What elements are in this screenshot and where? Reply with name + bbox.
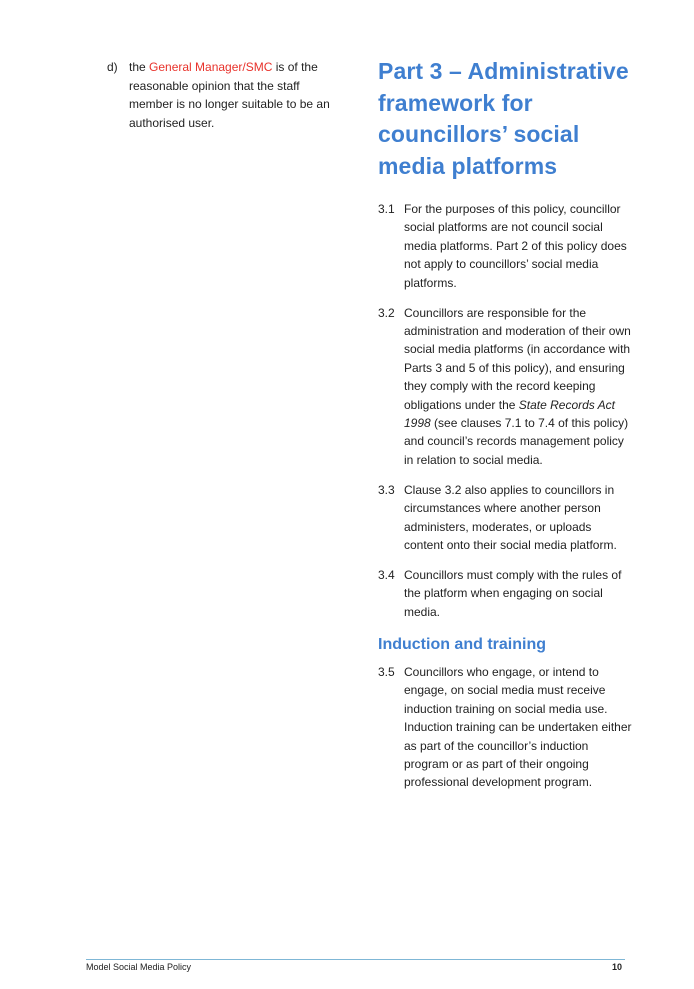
clause-3-4 <box>378 566 633 621</box>
clause-number: 3.1 <box>378 202 395 216</box>
clause-text: For the purposes of this policy, councillor social platforms are not council social media platforms. Part 2 of this policy does not apply to councillors’ social media platforms. <box>404 202 627 290</box>
clause-3-1 <box>378 200 633 292</box>
clause-number: 3.5 <box>378 665 395 680</box>
clause-3-2 <box>378 304 633 470</box>
clause-3-5 <box>378 663 633 792</box>
left-column <box>107 58 342 132</box>
part-heading: Part 3 – Administrative framework for councillors’ social media platforms <box>378 58 629 179</box>
text-fragment: the <box>129 60 150 74</box>
act-title: State Records Act 1998 <box>404 397 616 430</box>
footer-divider <box>86 959 625 960</box>
clause-number: 3.4 <box>378 567 395 582</box>
list-item-d <box>107 58 342 132</box>
right-column <box>378 56 633 803</box>
clause-number: 3.3 <box>378 482 395 497</box>
induction-heading: Induction and training <box>378 636 546 654</box>
clause-text: Councillors who engage, or intend to engage, on social media must receive induction training on social media use. Induction training can be undertaken either as part of the councillor’s induction program or as part of their ongoing professional development program. <box>404 665 632 790</box>
clause-number: 3.2 <box>378 305 395 320</box>
page-number: 10 <box>612 962 623 972</box>
list-item-text <box>129 58 342 132</box>
clause-text <box>404 304 633 470</box>
text-fragment: Councillors are responsible for the administration and moderation of their own social media platforms (in accordance with Parts 3 and 5 of this policy), and ensuring they comply with the record keeping obligations under the <box>404 305 631 412</box>
text-fragment: (see clauses 7.1 to 7.4 of this policy) and council’s records management policy in relation to social media. <box>404 415 629 467</box>
footer-title: Model Social Media Policy <box>86 962 192 972</box>
clause-3-3 <box>378 481 633 555</box>
list-marker: d) <box>107 60 118 74</box>
text-fragment: is of the reasonable opinion that the staff member is no longer suitable to be an authorised user. <box>129 60 330 130</box>
clause-text: Councillors must comply with the rules of the platform when engaging on social media. <box>404 567 622 619</box>
highlighted-term: General Manager/SMC <box>149 60 273 74</box>
clause-text: Clause 3.2 also applies to councillors in circumstances where another person administers, moderates, or uploads content onto their social media platform. <box>404 482 617 552</box>
